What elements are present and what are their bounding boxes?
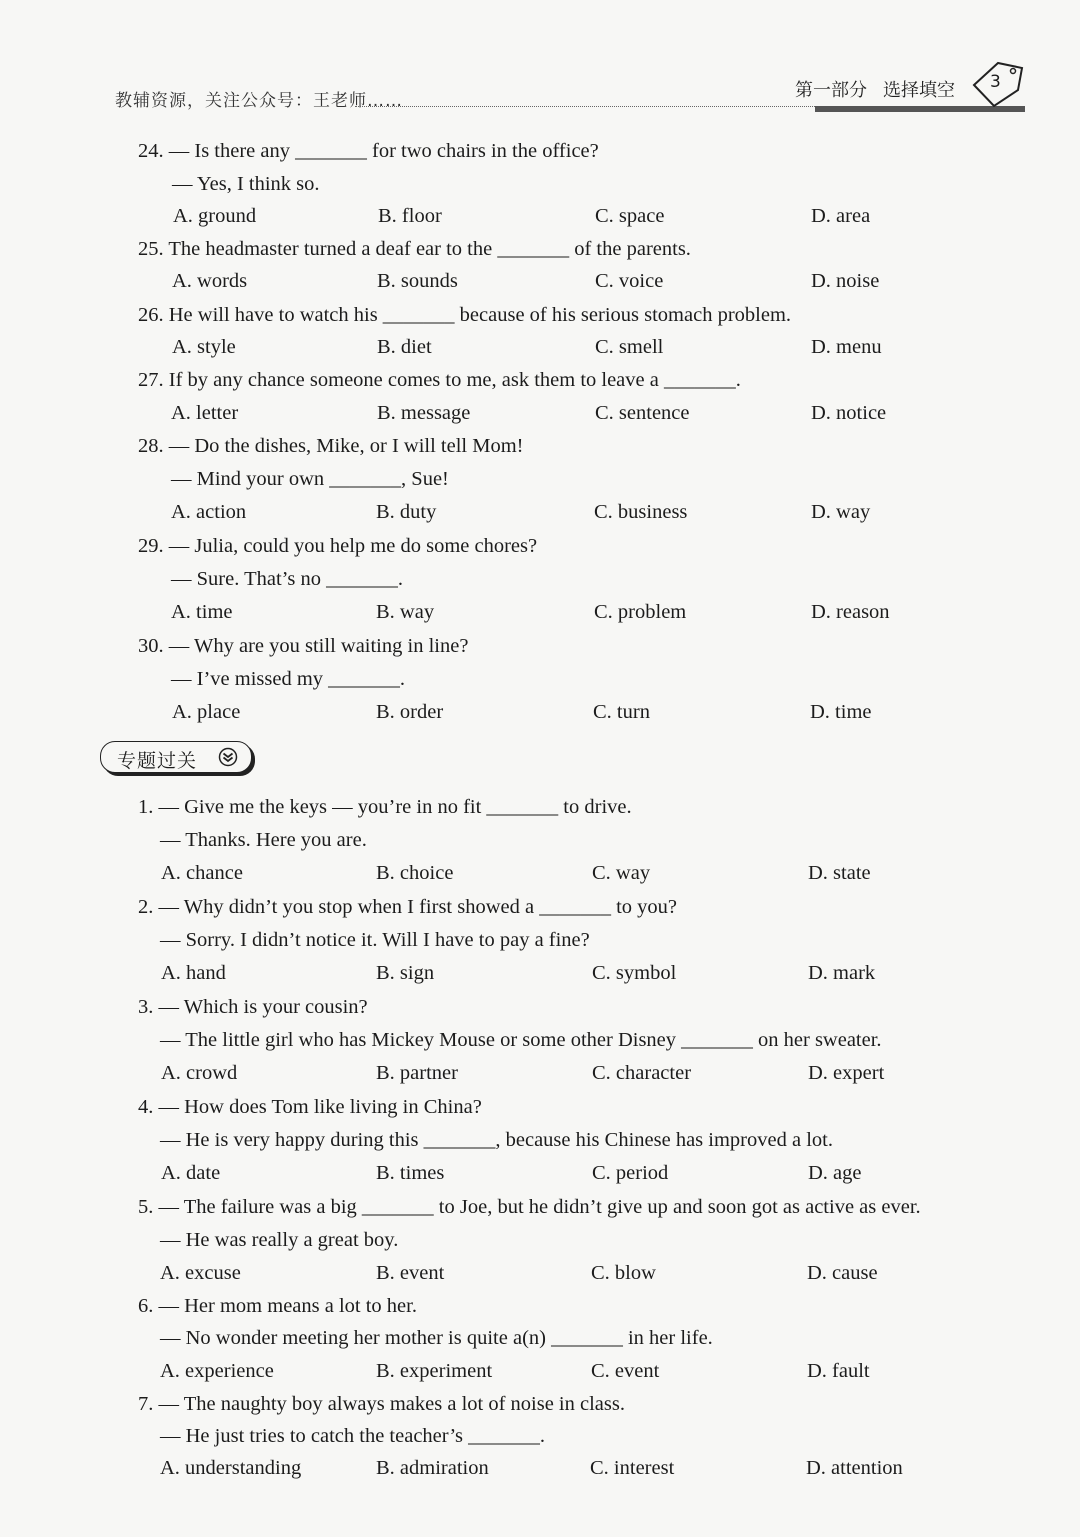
option-a: A. place bbox=[172, 701, 241, 723]
question-stem: 6. — Her mom means a lot to her. bbox=[138, 1295, 417, 1317]
option-c: C. problem bbox=[594, 601, 687, 623]
options-row bbox=[0, 1263, 1080, 1287]
option-c: C. sentence bbox=[595, 402, 690, 424]
double-chevron-down-icon bbox=[218, 747, 238, 767]
question-reply: — The little girl who has Mickey Mouse or some other Disney _______ on her sweater. bbox=[160, 1029, 882, 1051]
question-stem: 3. — Which is your cousin? bbox=[138, 996, 368, 1018]
option-b: B. admiration bbox=[376, 1457, 489, 1479]
option-a: A. date bbox=[161, 1162, 221, 1184]
option-c: C. interest bbox=[590, 1457, 675, 1479]
option-a: A. excuse bbox=[160, 1262, 241, 1284]
option-b: B. floor bbox=[378, 205, 442, 227]
question-stem: 25. The headmaster turned a deaf ear to the _______ of the parents. bbox=[138, 238, 691, 260]
options-row bbox=[0, 271, 1080, 295]
header-divider-thin bbox=[355, 106, 815, 107]
question-reply: — Yes, I think so. bbox=[172, 173, 320, 195]
option-c: C. blow bbox=[591, 1262, 656, 1284]
option-d: D. menu bbox=[811, 336, 882, 358]
question-stem: 30. — Why are you still waiting in line? bbox=[138, 635, 469, 657]
option-c: C. smell bbox=[595, 336, 664, 358]
options-row bbox=[0, 337, 1080, 361]
option-d: D. expert bbox=[808, 1062, 885, 1084]
section-badge-label: 专题过关 bbox=[117, 750, 198, 772]
option-a: A. understanding bbox=[160, 1457, 302, 1479]
option-a: A. style bbox=[172, 336, 236, 358]
option-c: C. business bbox=[594, 501, 688, 523]
options-row bbox=[0, 963, 1080, 987]
option-d: D. noise bbox=[811, 270, 880, 292]
options-row bbox=[0, 502, 1080, 526]
question-stem: 2. — Why didn’t you stop when I first showed a _______ to you? bbox=[138, 896, 678, 918]
question-reply: — Sorry. I didn’t notice it. Will I have to pay a fine? bbox=[160, 929, 590, 951]
page-number: 3 bbox=[990, 72, 1001, 92]
question-stem: 4. — How does Tom like living in China? bbox=[138, 1096, 482, 1118]
option-b: B. partner bbox=[376, 1062, 458, 1084]
question-stem: 24. — Is there any _______ for two chairs in the office? bbox=[138, 140, 599, 162]
option-a: A. chance bbox=[161, 862, 243, 884]
option-d: D. state bbox=[808, 862, 871, 884]
option-d: D. area bbox=[811, 205, 871, 227]
option-d: D. attention bbox=[806, 1457, 903, 1479]
option-a: A. crowd bbox=[161, 1062, 238, 1084]
option-b: B. sign bbox=[376, 962, 435, 984]
options-row bbox=[0, 863, 1080, 887]
option-c: C. space bbox=[595, 205, 665, 227]
options-row bbox=[0, 702, 1080, 726]
question-reply: — He just tries to catch the teacher’s _______. bbox=[160, 1425, 546, 1447]
option-d: D. reason bbox=[811, 601, 890, 623]
question-reply: — Sure. That’s no _______. bbox=[171, 568, 403, 590]
question-stem: 27. If by any chance someone comes to me, ask them to leave a _______. bbox=[138, 369, 741, 391]
question-stem: 26. He will have to watch his _______ because of his serious stomach problem. bbox=[138, 304, 792, 326]
option-a: A. action bbox=[171, 501, 247, 523]
option-b: B. choice bbox=[376, 862, 454, 884]
header-left-text: 教辅资源，关注公众号：王老师…… bbox=[115, 91, 403, 111]
question-reply: — He was really a great boy. bbox=[160, 1229, 399, 1251]
option-b: B. duty bbox=[376, 501, 437, 523]
option-b: B. diet bbox=[377, 336, 432, 358]
option-b: B. event bbox=[376, 1262, 445, 1284]
question-stem: 29. — Julia, could you help me do some chores? bbox=[138, 535, 538, 557]
question-reply: — He is very happy during this _______, because his Chinese has improved a lot. bbox=[160, 1129, 833, 1151]
option-a: A. words bbox=[172, 270, 248, 292]
option-b: B. message bbox=[377, 402, 471, 424]
option-c: C. period bbox=[592, 1162, 669, 1184]
option-a: A. letter bbox=[171, 402, 239, 424]
options-row bbox=[0, 1361, 1080, 1385]
option-c: C. event bbox=[591, 1360, 660, 1382]
header-subsection-name: 选择填空 bbox=[883, 80, 955, 101]
option-a: A. ground bbox=[173, 205, 257, 227]
question-reply: — Thanks. Here you are. bbox=[160, 829, 367, 851]
option-c: C. voice bbox=[595, 270, 664, 292]
option-d: D. mark bbox=[808, 962, 876, 984]
option-a: A. time bbox=[171, 601, 233, 623]
options-row bbox=[0, 403, 1080, 427]
question-reply: — I’ve missed my _______. bbox=[171, 668, 406, 690]
section-badge bbox=[100, 741, 252, 773]
option-d: D. time bbox=[810, 701, 872, 723]
question-stem: 1. — Give me the keys — you’re in no fit _______ to drive. bbox=[138, 796, 632, 818]
question-stem: 5. — The failure was a big _______ to Joe, but he didn’t give up and soon got as active as ever. bbox=[138, 1196, 921, 1218]
option-b: B. sounds bbox=[377, 270, 458, 292]
options-row bbox=[0, 1458, 1080, 1482]
option-a: A. experience bbox=[160, 1360, 274, 1382]
options-row bbox=[0, 206, 1080, 230]
option-c: C. way bbox=[592, 862, 651, 884]
question-stem: 28. — Do the dishes, Mike, or I will tell Mom! bbox=[138, 435, 524, 457]
option-b: B. times bbox=[376, 1162, 445, 1184]
option-d: D. notice bbox=[811, 402, 887, 424]
option-b: B. order bbox=[376, 701, 444, 723]
option-d: D. age bbox=[808, 1162, 862, 1184]
options-row bbox=[0, 602, 1080, 626]
option-b: B. way bbox=[376, 601, 435, 623]
options-row bbox=[0, 1163, 1080, 1187]
question-reply: — No wonder meeting her mother is quite a(n) _______ in her life. bbox=[160, 1327, 713, 1349]
header-section-name: 第一部分 bbox=[795, 80, 867, 101]
question-reply: — Mind your own _______, Sue! bbox=[171, 468, 449, 490]
option-d: D. fault bbox=[807, 1360, 870, 1382]
option-d: D. cause bbox=[807, 1262, 878, 1284]
header-section bbox=[795, 76, 955, 102]
option-c: C. turn bbox=[593, 701, 650, 723]
option-c: C. symbol bbox=[592, 962, 677, 984]
question-stem: 7. — The naughty boy always makes a lot of noise in class. bbox=[138, 1393, 625, 1415]
option-c: C. character bbox=[592, 1062, 692, 1084]
options-row bbox=[0, 1063, 1080, 1087]
option-b: B. experiment bbox=[376, 1360, 493, 1382]
option-d: D. way bbox=[811, 501, 871, 523]
option-a: A. hand bbox=[161, 962, 226, 984]
